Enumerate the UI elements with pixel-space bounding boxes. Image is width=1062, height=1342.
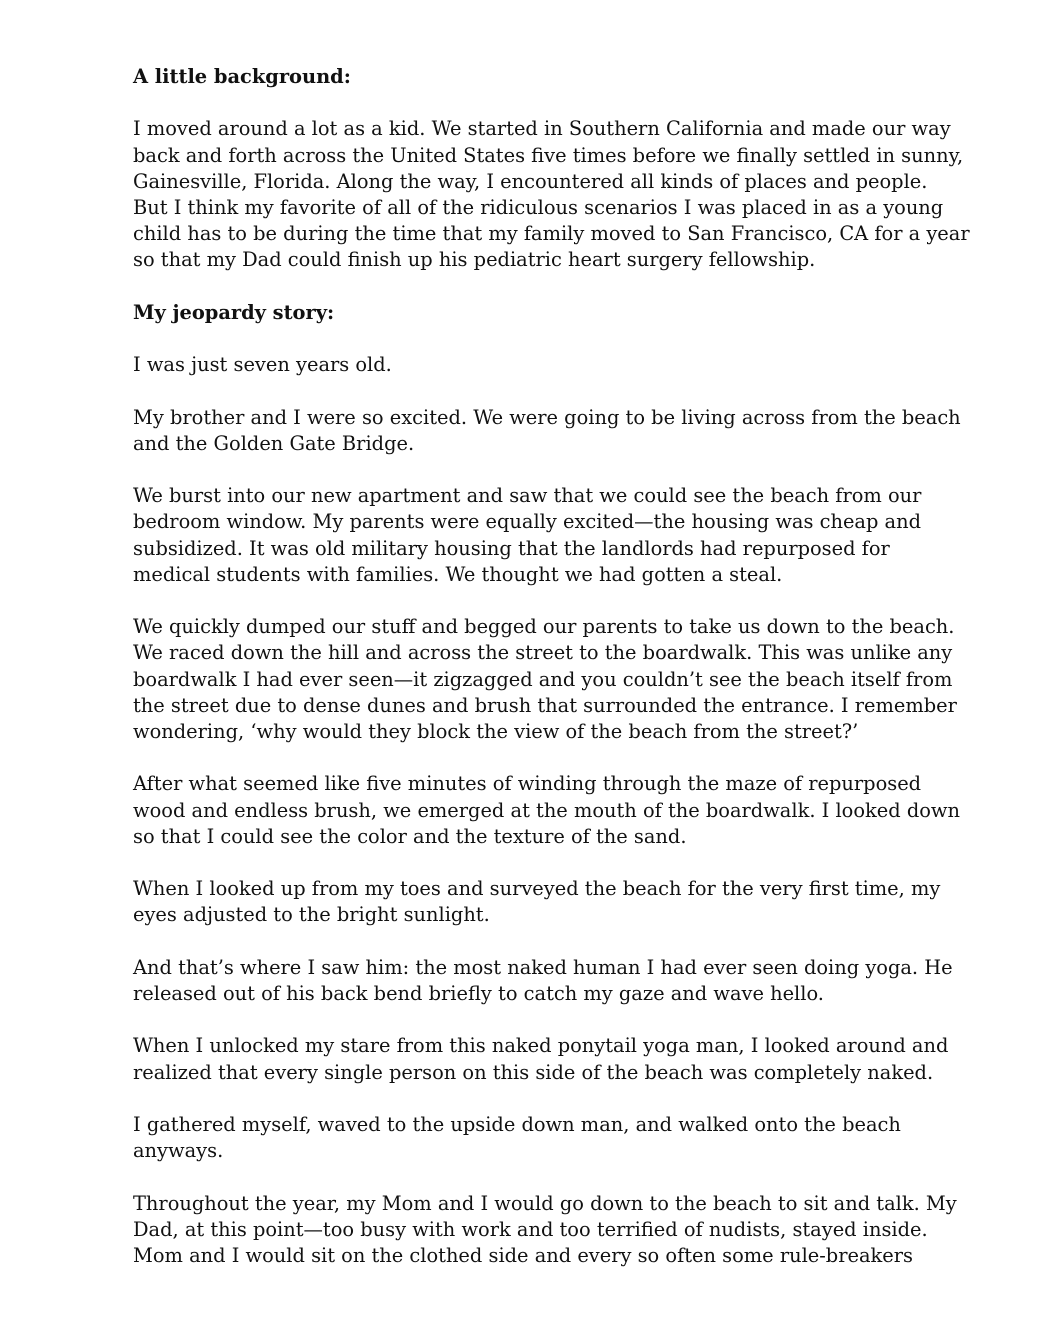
paragraph-2 (133, 405, 961, 457)
text-line: back and forth across the United States five times before we finally settled in sunny, (133, 143, 964, 167)
text-line: wood and endless brush, we emerged at the mouth of the boardwalk. I looked down (133, 798, 960, 822)
text-line: wondering, ‘why would they block the view of the beach from the street?’ (133, 719, 859, 743)
text-line: And that’s where I saw him: the most naked human I had ever seen doing yoga. He (133, 955, 953, 979)
paragraph-4 (133, 614, 957, 745)
text-line: I was just seven years old. (133, 353, 392, 377)
paragraph-8 (133, 1033, 953, 1085)
text-line: We burst into our new apartment and saw that we could see the beach from our (133, 484, 922, 508)
text-line: We quickly dumped our stuff and begged our parents to take us down to the beach. (133, 615, 955, 639)
text-line: boardwalk I had ever seen—it zigzagged and you couldn’t see the beach itself from (133, 667, 953, 691)
paragraph-3 (133, 483, 953, 588)
heading-story: My jeopardy story: (133, 300, 335, 324)
text-line: subsidized. It was old military housing that the landlords had repurposed for (133, 536, 890, 560)
paragraph-6 (133, 876, 953, 928)
text-line: realized that every single person on this side of the beach was completely naked. (133, 1060, 934, 1084)
text-line: Mom and I would sit on the clothed side and every so often some rule-breakers (133, 1243, 913, 1267)
text-line: anyways. (133, 1139, 224, 1163)
text-line: I moved around a lot as a kid. We started in Southern California and made our way (133, 117, 951, 141)
paragraph-1 (133, 352, 953, 378)
text-line: released out of his back bend briefly to catch my gaze and wave hello. (133, 981, 824, 1005)
document-page (133, 64, 970, 1295)
text-line: the street due to dense dunes and brush that surrounded the entrance. I remember (133, 693, 957, 717)
text-line: Dad, at this point—too busy with work and too terrified of nudists, stayed inside. (133, 1217, 928, 1241)
text-line: But I think my favorite of all of the ridiculous scenarios I was placed in as a young (133, 196, 944, 219)
text-line: I gathered myself, waved to the upside down man, and walked onto the beach (133, 1112, 901, 1136)
paragraph-5 (133, 771, 960, 850)
text-line: We raced down the hill and across the street to the boardwalk. This was unlike any (133, 641, 953, 665)
text-line: and the Golden Gate Bridge. (133, 431, 415, 455)
text-line: so that I could see the color and the texture of the sand. (133, 824, 687, 848)
text-line: eyes adjusted to the bright sunlight. (133, 903, 490, 927)
paragraph-background (133, 116, 970, 273)
text-line: When I looked up from my toes and surveyed the beach for the very first time, my (133, 877, 941, 901)
text-line: Throughout the year, my Mom and I would go down to the beach to sit and talk. My (133, 1191, 957, 1215)
text-line: My brother and I were so excited. We were going to be living across from the beach (133, 405, 961, 429)
paragraph-7 (133, 955, 953, 1007)
paragraph-9 (133, 1112, 953, 1164)
text-line: When I unlocked my stare from this naked ponytail yoga man, I looked around and (133, 1034, 949, 1058)
text-line: medical students with families. We thought we had gotten a steal. (133, 562, 783, 586)
paragraph-10 (133, 1191, 957, 1270)
text-line: Gainesville, Florida. Along the way, I encountered all kinds of places and people. (133, 169, 928, 193)
text-line: After what seemed like five minutes of winding through the maze of repurposed (133, 772, 922, 796)
heading-background: A little background: (133, 65, 351, 88)
text-line: so that my Dad could finish up his pediatric heart surgery fellowship. (133, 248, 816, 272)
text-line: bedroom window. My parents were equally excited—the housing was cheap and (133, 510, 922, 534)
text-line: child has to be during the time that my family moved to San Francisco, CA for a year (133, 222, 970, 246)
